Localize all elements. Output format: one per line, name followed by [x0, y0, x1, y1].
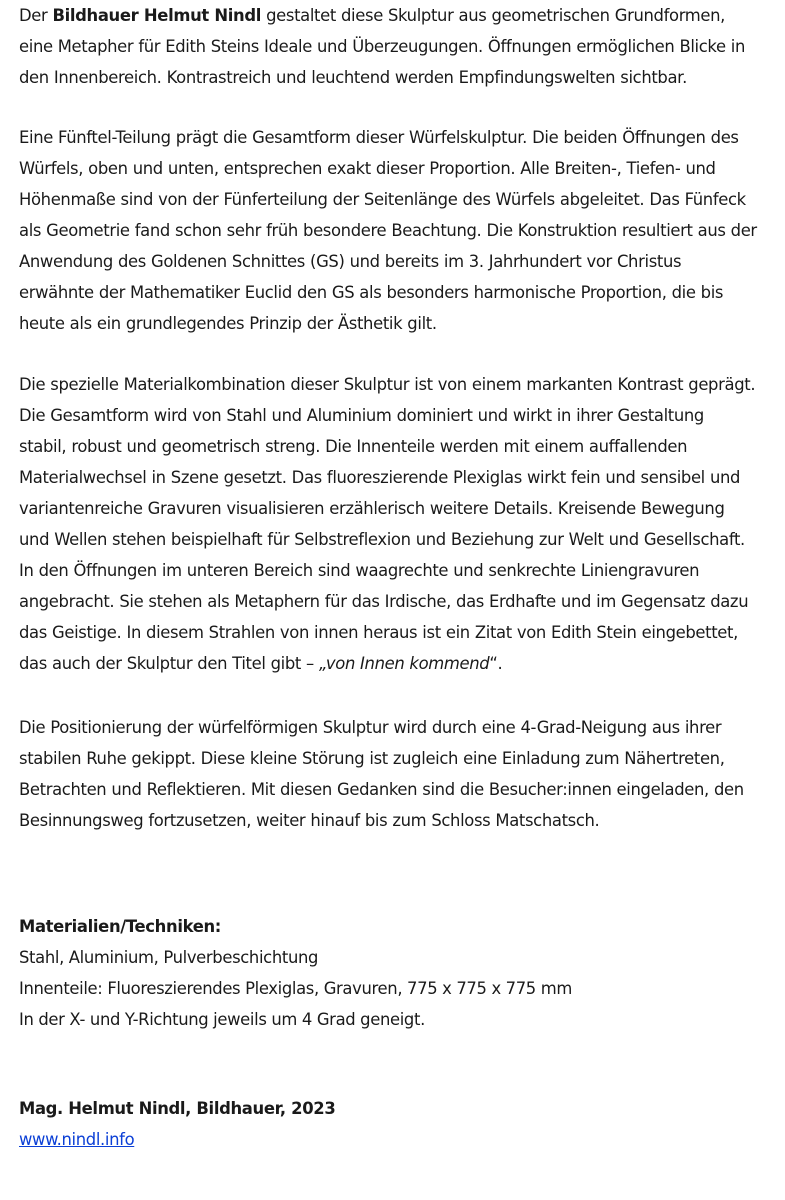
- title-intro-text: das auch der Skulptur den Titel gibt –: [19, 654, 319, 673]
- intro-line-2: eine Metapher für Edith Steins Ideale und Überzeugungen. Öffnungen ermöglichen Blicke in: [19, 37, 746, 56]
- sculpture-title-quote: „von Innen kommend: [318, 654, 490, 673]
- material-line: variantenreiche Gravuren visualisieren erzählerisch weitere Details. Kreisende Bewegung: [19, 499, 725, 518]
- positioning-line: Die Positionierung der würfelförmigen Skulptur wird durch eine 4-Grad-Neigung aus ihrer: [19, 718, 722, 737]
- materials-item: Innenteile: Fluoreszierendes Plexiglas, Gravuren, 775 x 775 x 775 mm: [19, 979, 572, 998]
- geometry-line: Anwendung des Goldenen Schnittes (GS) und bereits im 3. Jahrhundert vor Christus: [19, 252, 682, 271]
- material-last-line: [19, 648, 774, 679]
- geometry-line: Höhenmaße sind von der Fünferteilung der Seitenlänge des Würfels abgeleitet. Das Fünfeck: [19, 190, 746, 209]
- intro-line-3: den Innenbereich. Kontrastreich und leuchtend werden Empfindungswelten sichtbar.: [19, 68, 687, 87]
- intro-line-1-rest: gestaltet diese Skulptur aus geometrischen Grundformen,: [261, 6, 726, 25]
- material-paragraph: [19, 369, 774, 679]
- material-line: stabil, robust und geometrisch streng. Die Innenteile werden mit einem auffallenden: [19, 437, 688, 456]
- artist-signature: Mag. Helmut Nindl, Bildhauer, 2023: [19, 1099, 336, 1118]
- materials-item: In der X- und Y-Richtung jeweils um 4 Grad geneigt.: [19, 1010, 425, 1029]
- geometry-line: erwähnte der Mathematiker Euclid den GS als besonders harmonische Proportion, die bis: [19, 283, 724, 302]
- materials-item: Stahl, Aluminium, Pulverbeschichtung: [19, 948, 319, 967]
- intro-line-1: [19, 0, 774, 31]
- website-link[interactable]: www.nindl.info: [19, 1130, 135, 1149]
- geometry-line: heute als ein grundlegendes Prinzip der Ästhetik gilt.: [19, 314, 437, 333]
- material-line: In den Öffnungen im unteren Bereich sind waagrechte und senkrechte Liniengravuren: [19, 561, 700, 580]
- artist-name: Bildhauer Helmut Nindl: [52, 6, 262, 25]
- material-line: und Wellen stehen beispielhaft für Selbstreflexion und Beziehung zur Welt und Gesellschaft.: [19, 530, 745, 549]
- geometry-line: als Geometrie fand schon sehr früh besondere Beachtung. Die Konstruktion resultiert aus der: [19, 221, 757, 240]
- positioning-line: Besinnungsweg fortzusetzen, weiter hinauf bis zum Schloss Matschatsch.: [19, 811, 600, 830]
- intro-paragraph: [19, 0, 774, 93]
- intro-prefix: Der: [19, 6, 53, 25]
- positioning-line: Betrachten und Reflektieren. Mit diesen Gedanken sind die Besucher:innen eingeladen, den: [19, 780, 744, 799]
- positioning-line: stabilen Ruhe gekippt. Diese kleine Störung ist zugleich eine Einladung zum Nähertreten,: [19, 749, 725, 768]
- materials-list: [19, 942, 572, 1035]
- material-line: Die spezielle Materialkombination dieser Skulptur ist von einem markanten Kontrast geprägt.: [19, 375, 756, 394]
- material-line: angebracht. Sie stehen als Metaphern für das Irdische, das Erdhafte und im Gegensatz dazu: [19, 592, 749, 611]
- geometry-line: Eine Fünftel-Teilung prägt die Gesamtform dieser Würfelskulptur. Die beiden Öffnungen des: [19, 128, 739, 147]
- material-line: das Geistige. In diesem Strahlen von innen heraus ist ein Zitat von Edith Stein eingebettet,: [19, 623, 738, 642]
- positioning-paragraph: [19, 712, 774, 836]
- materials-heading: Materialien/Techniken:: [19, 917, 221, 936]
- material-line: Materialwechsel in Szene gesetzt. Das fluoreszierende Plexiglas wirkt fein und sensibel und: [19, 468, 741, 487]
- quote-closing: “.: [489, 654, 503, 673]
- geometry-line: Würfels, oben und unten, entsprechen exakt dieser Proportion. Alle Breiten-, Tiefen- und: [19, 159, 716, 178]
- material-line: Die Gesamtform wird von Stahl und Aluminium dominiert und wirkt in ihrer Gestaltung: [19, 406, 704, 425]
- geometry-paragraph: [19, 122, 774, 339]
